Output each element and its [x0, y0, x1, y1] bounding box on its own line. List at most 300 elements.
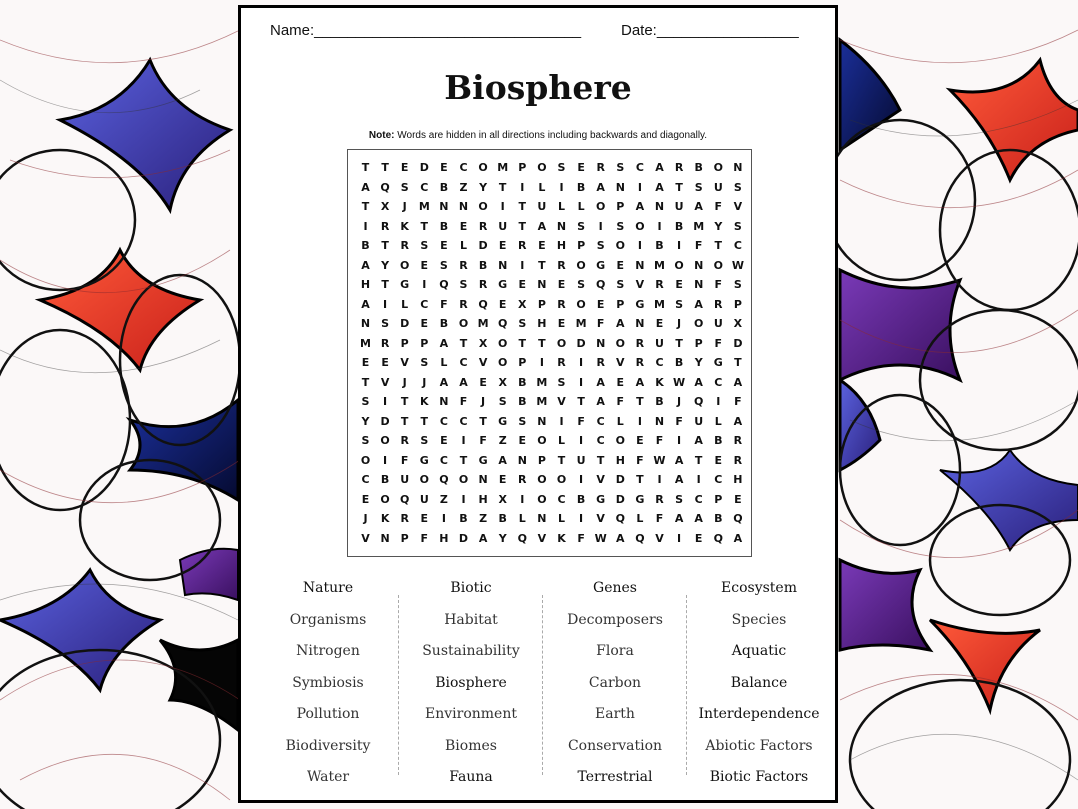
note-label: Note:: [368, 130, 395, 141]
grid-letter: E: [440, 161, 448, 174]
grid-letter: R: [557, 297, 566, 311]
grid-letter: F: [479, 434, 487, 447]
grid-letter: S: [596, 239, 605, 252]
grid-letter: F: [440, 297, 448, 311]
grid-letter: B: [439, 219, 449, 233]
grid-letter: A: [537, 219, 547, 233]
word-list-item: Earth: [595, 706, 635, 722]
grid-letter: Q: [380, 180, 390, 194]
grid-letter: R: [400, 512, 409, 525]
grid-letter: Y: [479, 180, 488, 194]
grid-letter: C: [459, 414, 468, 428]
grid-letter: T: [518, 219, 527, 233]
word-list-item: Species: [731, 611, 787, 628]
grid-letter: A: [733, 375, 743, 389]
grid-letter: N: [596, 336, 606, 350]
grid-letter: X: [518, 297, 527, 311]
grid-letter: Q: [478, 297, 488, 311]
grid-letter: Q: [439, 473, 449, 486]
grid-letter: T: [498, 180, 507, 194]
grid-letter: F: [577, 414, 585, 428]
grid-letter: E: [420, 512, 429, 525]
word-list-item: Interdependence: [698, 706, 820, 722]
grid-letter: L: [616, 414, 624, 428]
grid-letter: W: [653, 453, 666, 467]
grid-letter: B: [361, 239, 370, 252]
grid-letter: I: [383, 395, 388, 408]
grid-letter: B: [380, 473, 390, 486]
grid-letter: E: [440, 239, 448, 252]
grid-letter: I: [579, 512, 584, 525]
grid-letter: E: [498, 239, 507, 252]
grid-letter: Y: [498, 531, 507, 545]
page-title: Biosphere: [444, 68, 632, 107]
grid-letter: B: [498, 512, 507, 525]
grid-letter: C: [459, 356, 468, 369]
word-list-item: Biomes: [445, 737, 497, 754]
grid-letter: D: [478, 239, 488, 252]
grid-letter: E: [498, 297, 507, 311]
grid-letter: E: [381, 356, 389, 369]
grid-letter: F: [420, 531, 429, 545]
grid-letter: N: [615, 180, 625, 194]
grid-letter: I: [657, 219, 662, 233]
grid-letter: N: [635, 258, 645, 272]
grid-letter: D: [733, 336, 743, 350]
grid-letter: Y: [381, 258, 390, 272]
grid-letter: T: [518, 336, 527, 350]
grid-letter: U: [674, 200, 684, 213]
grid-letter: R: [714, 297, 723, 311]
grid-letter: K: [557, 531, 566, 545]
grid-letter: Z: [498, 434, 507, 447]
grid-letter: T: [459, 336, 468, 350]
note-text: Words are hidden in all directions including backwards and diagonally.: [394, 130, 708, 141]
grid-letter: W: [731, 258, 744, 272]
grid-letter: V: [616, 356, 625, 369]
grid-letter: I: [520, 492, 525, 506]
grid-letter: R: [655, 492, 664, 506]
grid-letter: L: [557, 200, 565, 213]
grid-letter: G: [419, 453, 429, 467]
grid-letter: A: [439, 336, 449, 350]
grid-letter: T: [636, 395, 644, 408]
grid-letter: Y: [694, 356, 703, 369]
grid-letter: O: [478, 200, 488, 213]
grid-letter: R: [459, 297, 468, 311]
grid-letter: N: [478, 473, 488, 486]
grid-letter: E: [694, 531, 703, 545]
grid-letter: G: [596, 258, 606, 272]
grid-letter: T: [381, 239, 389, 252]
grid-letter: V: [635, 278, 645, 291]
grid-letter: O: [556, 336, 567, 350]
grid-letter: C: [714, 375, 723, 389]
grid-letter: E: [616, 375, 625, 389]
grid-letter: B: [439, 180, 449, 194]
grid-letter: U: [713, 317, 723, 330]
grid-letter: F: [655, 512, 664, 525]
word-list-item: Environment: [425, 706, 517, 722]
grid-letter: I: [637, 414, 642, 428]
grid-letter: S: [518, 317, 527, 330]
grid-letter: F: [400, 453, 409, 467]
grid-letter: L: [714, 414, 722, 428]
grid-letter: D: [400, 317, 410, 330]
grid-letter: O: [380, 492, 390, 506]
grid-letter: D: [419, 161, 429, 174]
word-list-item: Genes: [593, 580, 637, 596]
word-search-grid: [347, 149, 752, 557]
grid-letter: O: [360, 453, 371, 467]
grid-letter: V: [537, 531, 547, 545]
grid-letter: T: [557, 453, 566, 467]
grid-letter: U: [400, 473, 410, 486]
grid-letter: G: [635, 297, 645, 311]
grid-letter: U: [694, 414, 704, 428]
grid-letter: N: [733, 161, 743, 174]
grid-letter: R: [635, 356, 645, 369]
grid-letter: I: [657, 473, 662, 486]
grid-letter: M: [536, 395, 548, 408]
grid-letter: T: [420, 219, 429, 233]
grid-letter: S: [675, 492, 684, 506]
grid-letter: C: [714, 473, 723, 486]
grid-letter: E: [616, 258, 625, 272]
grid-letter: V: [596, 512, 605, 525]
grid-letter: P: [400, 336, 409, 350]
grid-letter: E: [714, 453, 723, 467]
grid-letter: F: [459, 395, 468, 408]
grid-letter: O: [576, 258, 586, 272]
grid-letter: T: [518, 200, 527, 213]
word-list-item: Habitat: [444, 611, 498, 628]
grid-letter: K: [420, 395, 429, 408]
grid-letter: D: [576, 336, 586, 350]
word-list-item: Flora: [596, 643, 634, 659]
grid-letter: E: [440, 434, 448, 447]
grid-letter: S: [733, 219, 742, 233]
grid-letter: A: [694, 512, 703, 525]
grid-letter: T: [361, 161, 370, 174]
grid-letter: W: [673, 375, 686, 389]
grid-letter: B: [518, 395, 527, 408]
grid-letter: R: [518, 473, 527, 486]
grid-letter: S: [420, 239, 429, 252]
grid-letter: B: [674, 356, 684, 369]
grid-letter: O: [576, 297, 586, 311]
grid-letter: S: [400, 180, 409, 194]
grid-letter: N: [458, 200, 469, 213]
grid-letter: O: [713, 161, 723, 174]
grid-letter: F: [714, 278, 723, 291]
grid-letter: F: [714, 336, 723, 350]
grid-letter: J: [677, 395, 682, 408]
grid-letter: E: [538, 239, 546, 252]
grid-letter: S: [577, 219, 586, 233]
grid-letter: Q: [439, 278, 449, 291]
grid-letter: I: [677, 531, 682, 545]
grid-letter: O: [635, 219, 645, 233]
grid-letter: T: [479, 414, 487, 428]
grid-letter: J: [422, 375, 427, 389]
grid-letter: M: [575, 317, 587, 330]
grid-letter: R: [380, 219, 390, 233]
grid-letter: N: [694, 278, 704, 291]
grid-letter: N: [360, 317, 371, 330]
grid-letter: N: [498, 258, 508, 272]
grid-letter: X: [380, 200, 390, 213]
grid-letter: R: [380, 336, 390, 350]
grid-letter: V: [733, 200, 743, 213]
grid-letter: K: [655, 375, 664, 389]
grid-letter: I: [677, 434, 682, 447]
grid-letter: A: [616, 317, 625, 330]
grid-letter: R: [596, 161, 605, 174]
grid-letter: T: [381, 161, 389, 174]
grid-letter: P: [577, 239, 586, 252]
grid-letter: I: [579, 356, 584, 369]
word-list-item: Balance: [730, 674, 788, 691]
grid-letter: T: [361, 375, 370, 389]
grid-letter: X: [733, 317, 743, 330]
grid-letter: R: [400, 434, 409, 447]
word-list-item: Terrestrial: [577, 769, 653, 785]
word-list-item: Sustainability: [422, 643, 520, 659]
grid-letter: B: [714, 512, 723, 525]
grid-letter: I: [461, 434, 466, 447]
grid-letter: S: [361, 395, 370, 408]
grid-letter: S: [675, 297, 684, 311]
grid-letter: I: [461, 492, 466, 506]
word-list-item: Biodiversity: [285, 737, 371, 754]
grid-letter: J: [363, 512, 368, 525]
grid-letter: P: [616, 297, 625, 311]
grid-letter: P: [518, 161, 527, 174]
grid-letter: G: [400, 278, 410, 291]
grid-letter: L: [459, 239, 467, 252]
word-list-item: Fauna: [449, 769, 493, 785]
grid-letter: S: [420, 356, 429, 369]
word-list-item: Biotic Factors: [709, 769, 809, 785]
grid-letter: E: [557, 278, 566, 291]
grid-letter: U: [537, 200, 547, 213]
grid-letter: R: [478, 219, 488, 233]
word-list-item: Nitrogen: [296, 643, 360, 659]
grid-letter: N: [654, 414, 665, 428]
grid-letter: A: [439, 375, 449, 389]
grid-letter: I: [500, 200, 505, 213]
grid-letter: A: [361, 297, 370, 311]
grid-letter: F: [596, 317, 605, 330]
grid-letter: T: [538, 336, 546, 350]
grid-letter: W: [594, 531, 607, 545]
grid-letter: C: [733, 239, 742, 252]
grid-letter: E: [479, 375, 487, 389]
grid-letter: L: [538, 180, 546, 194]
grid-letter: O: [615, 239, 625, 252]
grid-letter: M: [477, 317, 489, 330]
grid-letter: L: [401, 297, 409, 311]
grid-letter: P: [537, 453, 546, 467]
grid-letter: D: [615, 492, 625, 506]
grid-letter: H: [615, 453, 625, 467]
grid-letter: I: [520, 180, 525, 194]
grid-letter: H: [478, 492, 488, 506]
grid-letter: I: [716, 395, 721, 408]
grid-letter: T: [636, 473, 644, 486]
grid-letter: Y: [361, 414, 370, 428]
grid-letter: I: [598, 219, 603, 233]
grid-letter: E: [420, 258, 429, 272]
grid-letter: B: [576, 180, 586, 194]
grid-letter: T: [361, 200, 370, 213]
grid-letter: R: [635, 336, 645, 350]
grid-letter: I: [559, 180, 564, 194]
grid-letter: R: [459, 258, 468, 272]
grid-letter: T: [381, 278, 389, 291]
grid-letter: O: [615, 336, 625, 350]
grid-letter: O: [498, 336, 508, 350]
grid-letter: P: [420, 336, 429, 350]
grid-letter: P: [518, 356, 527, 369]
grid-letter: T: [694, 453, 703, 467]
word-list-item: Biosphere: [435, 674, 507, 691]
grid-letter: L: [577, 200, 585, 213]
date-field-label: Date:_________________: [621, 22, 799, 39]
grid-letter: U: [498, 219, 508, 233]
grid-letter: O: [596, 200, 606, 213]
grid-letter: I: [579, 375, 584, 389]
grid-letter: K: [380, 512, 390, 525]
grid-letter: C: [459, 161, 468, 174]
grid-letter: N: [694, 258, 704, 272]
grid-letter: V: [478, 356, 488, 369]
grid-letter: J: [402, 375, 407, 389]
grid-letter: F: [675, 414, 683, 428]
word-list-item: Decomposers: [567, 611, 663, 628]
word-list-item: Nature: [302, 580, 354, 596]
grid-letter: O: [478, 161, 488, 174]
grid-letter: N: [537, 278, 547, 291]
grid-letter: E: [577, 161, 585, 174]
grid-letter: O: [458, 317, 469, 330]
grid-letter: A: [478, 531, 488, 545]
grid-letter: S: [557, 161, 566, 174]
grid-letter: B: [518, 375, 527, 389]
grid-letter: L: [636, 512, 644, 525]
grid-letter: F: [636, 453, 644, 467]
grid-letter: E: [400, 161, 409, 174]
grid-letter: D: [615, 473, 625, 486]
word-list-item: Organisms: [289, 611, 367, 628]
grid-letter: H: [556, 239, 567, 252]
grid-letter: I: [637, 180, 642, 194]
grid-letter: B: [674, 219, 684, 233]
grid-letter: I: [539, 356, 544, 369]
grid-letter: A: [694, 375, 703, 389]
grid-letter: L: [557, 434, 565, 447]
grid-letter: E: [518, 434, 527, 447]
grid-letter: I: [696, 473, 701, 486]
grid-letter: B: [459, 512, 468, 525]
word-list-item: Aquatic: [731, 643, 787, 659]
grid-letter: N: [380, 531, 390, 545]
grid-letter: R: [674, 161, 684, 174]
grid-letter: Q: [635, 531, 645, 545]
word-list-item: Ecosystem: [721, 580, 797, 596]
grid-letter: A: [733, 531, 743, 545]
grid-letter: B: [439, 317, 449, 330]
grid-letter: D: [380, 414, 390, 428]
word-list-item: Abiotic Factors: [705, 737, 813, 754]
grid-letter: X: [498, 375, 507, 389]
grid-letter: O: [615, 434, 625, 447]
grid-letter: R: [478, 278, 488, 291]
grid-letter: V: [361, 531, 370, 545]
grid-letter: N: [517, 453, 527, 467]
grid-letter: Q: [498, 317, 508, 330]
grid-letter: Q: [517, 531, 527, 545]
grid-letter: R: [733, 453, 743, 467]
grid-letter: V: [400, 356, 409, 369]
grid-letter: R: [557, 258, 566, 272]
grid-letter: Q: [596, 278, 606, 291]
grid-letter: T: [734, 356, 742, 369]
grid-letter: T: [675, 336, 683, 350]
grid-letter: A: [694, 200, 703, 213]
grid-letter: A: [616, 531, 625, 545]
grid-letter: T: [400, 395, 409, 408]
grid-letter: R: [400, 239, 409, 252]
grid-letter: T: [714, 239, 723, 252]
grid-letter: S: [420, 434, 429, 447]
grid-letter: C: [635, 161, 644, 174]
grid-letter: A: [733, 414, 743, 428]
grid-letter: G: [596, 492, 606, 506]
grid-letter: O: [458, 473, 469, 486]
grid-letter: L: [518, 512, 526, 525]
grid-letter: N: [635, 317, 645, 330]
grid-letter: O: [537, 492, 547, 506]
grid-letter: C: [420, 180, 429, 194]
grid-letter: H: [360, 278, 371, 291]
word-list-item: Conservation: [567, 737, 663, 754]
grid-letter: F: [734, 395, 742, 408]
grid-letter: H: [733, 473, 743, 486]
grid-letter: A: [694, 297, 703, 311]
grid-letter: N: [439, 200, 449, 213]
grid-letter: Q: [733, 512, 743, 525]
grid-letter: I: [559, 414, 564, 428]
grid-letter: U: [655, 336, 664, 350]
grid-letter: S: [616, 161, 625, 174]
grid-letter: I: [422, 278, 427, 291]
grid-letter: O: [537, 434, 547, 447]
grid-letter: O: [713, 258, 723, 272]
grid-letter: B: [478, 258, 488, 272]
instructions-note: [241, 130, 835, 141]
grid-letter: R: [596, 356, 605, 369]
grid-letter: T: [400, 414, 409, 428]
grid-letter: C: [596, 414, 605, 428]
grid-letter: S: [361, 434, 370, 447]
grid-letter: S: [616, 219, 625, 233]
grid-letter: M: [497, 161, 509, 174]
grid-letter: O: [694, 317, 704, 330]
name-field-label: Name:________________________________: [270, 22, 582, 39]
grid-letter: A: [655, 161, 664, 174]
